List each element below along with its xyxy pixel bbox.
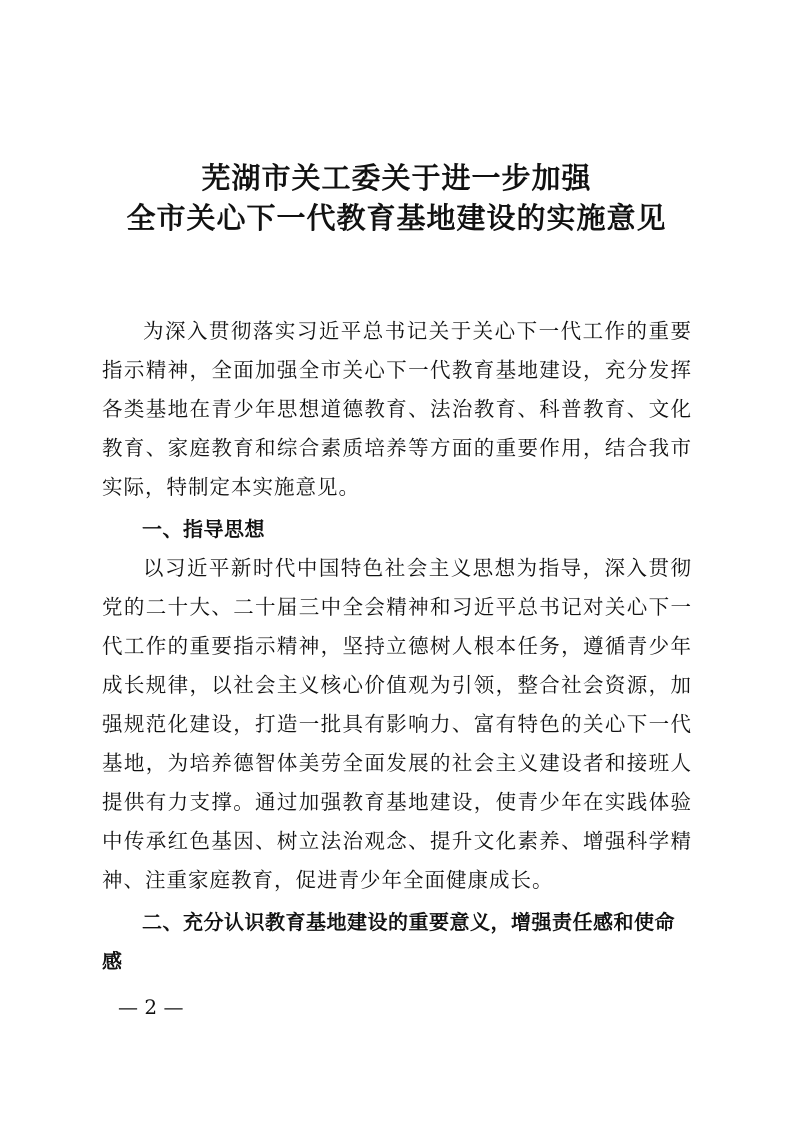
document-title-line-1: 芜湖市关工委关于进一步加强 xyxy=(201,161,592,195)
page-number: — 2 — xyxy=(118,995,184,1019)
section-1-paragraph: 以习近平新时代中国特色社会主义思想为指导，深入贯彻党的二十大、二十届三中全会精神和习近平总书记对关心下一代工作的重要指示精神，坚持立德树人根本任务，遵循青少年成长规律，以社会主义核心价值观为引领，整合社会资源，加强规范化建设，打造一批具有影响力、富有特色的关心下一代基地，为培养德智体美劳全面发展的社会主义建设者和接班人提供有力支撑。通过加强教育基地建设，使青少年在实践体验中传承红色基因、树立法治观念、提升文化素养、增强科学精神、注重家庭教育，促进青少年全面健康成长。 xyxy=(102,556,692,892)
intro-paragraph: 为深入贯彻落实习近平总书记关于关心下一代工作的重要指示精神，全面加强全市关心下一代教育基地建设，充分发挥各类基地在青少年思想道德教育、法治教育、科普教育、文化教育、家庭教育和综合素质培养等方面的重要作用，结合我市实际，特制定本实施意见。 xyxy=(102,319,692,499)
document-title-line-2: 全市关心下一代教育基地建设的实施意见 xyxy=(126,201,667,235)
section-2-heading: 二、充分认识教育基地建设的重要意义，增强责任感和使命感 xyxy=(102,910,675,973)
section-1-heading: 一、指导思想 xyxy=(142,517,265,541)
